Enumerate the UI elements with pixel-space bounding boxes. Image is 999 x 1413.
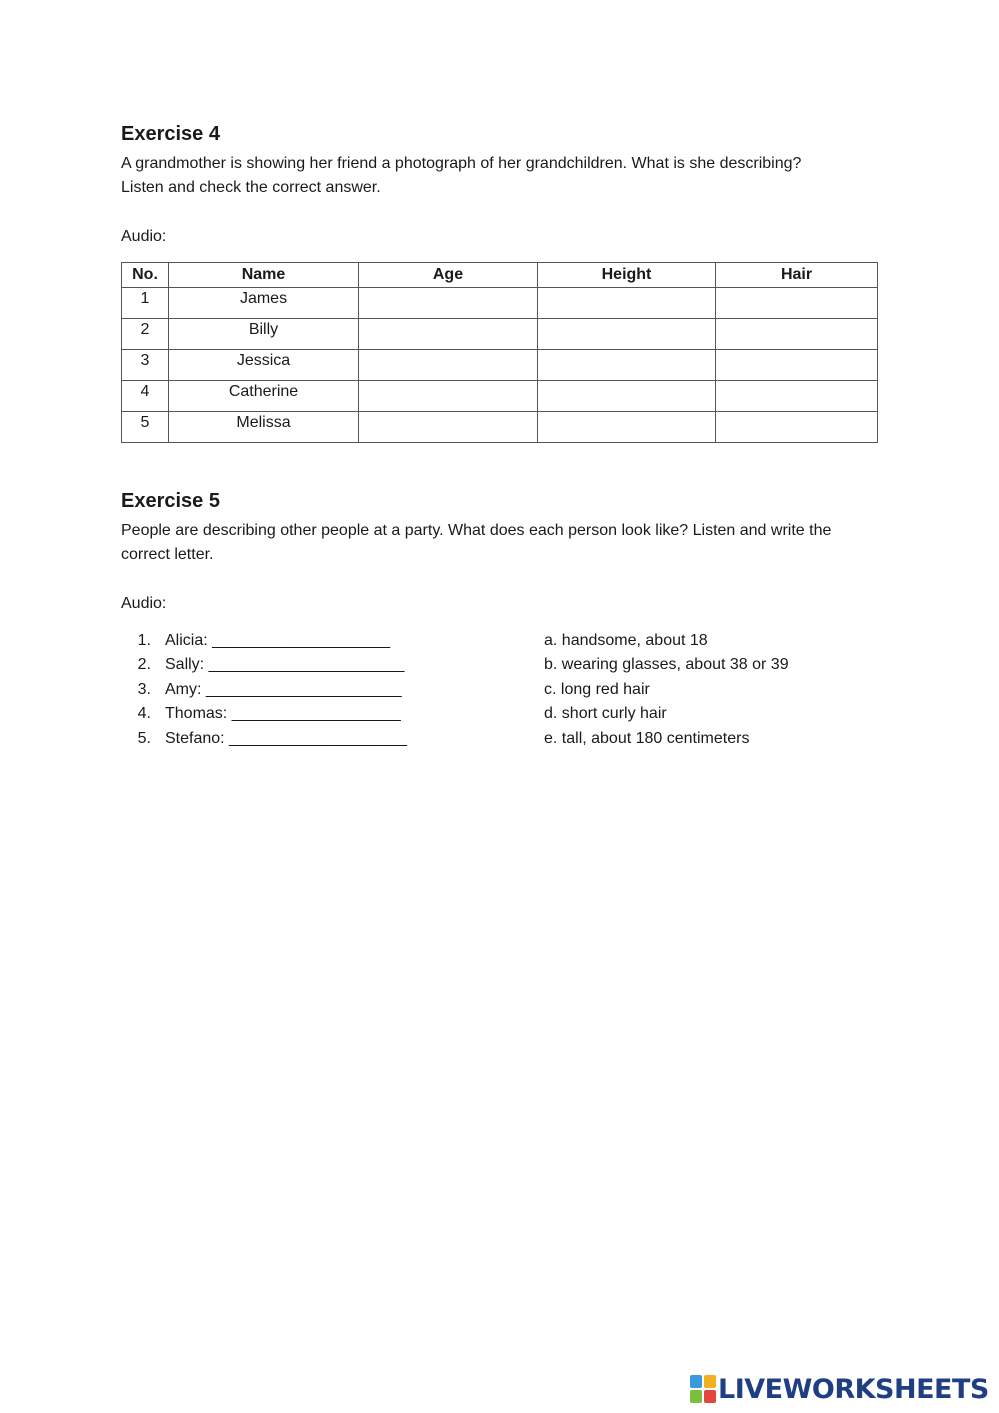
height-answer-cell[interactable] [538,319,716,350]
table-row [122,350,878,381]
height-answer-cell[interactable] [538,288,716,319]
row-number: 5 [122,412,169,443]
hair-answer-cell[interactable] [716,350,878,381]
item-number: 1. [137,632,151,649]
person-answer-blank: Alicia: ____________________ [165,632,391,649]
logo-text: LIVEWORKSHEETS [718,1373,989,1405]
list-item[interactable] [121,727,407,751]
hair-answer-cell[interactable] [716,381,878,412]
person-answer-blank: Sally: ______________________ [165,656,405,674]
list-item[interactable] [121,678,407,702]
age-answer-cell[interactable] [359,288,538,319]
item-number: 3. [137,680,151,698]
row-number: 4 [122,381,169,412]
row-name: Jessica [169,350,359,381]
person-answer-blank: Thomas: ___________________ [165,705,401,723]
age-answer-cell[interactable] [359,412,538,443]
height-answer-cell[interactable] [538,350,716,381]
person-answer-blank: Stefano: ____________________ [165,729,408,747]
option-item: d. short curly hair [544,705,667,723]
options-list [544,629,789,751]
height-answer-cell[interactable] [538,381,716,412]
age-answer-cell[interactable] [359,319,538,350]
hair-answer-cell[interactable] [716,288,878,319]
exercise-5-title: Exercise 5 [121,490,220,512]
list-item[interactable] [121,653,407,677]
row-number: 2 [122,319,169,350]
header-height: Height [538,263,716,288]
row-number: 1 [122,288,169,319]
hair-answer-cell[interactable] [716,319,878,350]
exercise-5-instruction-line2: correct letter. [121,546,214,563]
exercise-4-title: Exercise 4 [121,123,220,145]
option-item: e. tall, about 180 centimeters [544,729,750,747]
row-name: James [169,288,359,319]
table-header-row [122,263,878,288]
row-name: Billy [169,319,359,350]
row-name: Melissa [169,412,359,443]
exercise-4-instruction-line1: A grandmother is showing her friend a photograph of her grandchildren. What is she describing? [121,155,802,172]
row-name: Catherine [169,381,359,412]
item-number: 4. [137,705,151,723]
item-number: 2. [137,656,151,674]
exercise-5-instruction-line1: People are describing other people at a party. What does each person look like? Listen and write the [121,522,832,539]
logo-blocks-icon [690,1375,716,1403]
header-age: Age [359,263,538,288]
age-answer-cell[interactable] [359,350,538,381]
grandchildren-table [121,262,878,443]
table-row [122,412,878,443]
people-list [121,629,407,751]
table-row [122,381,878,412]
header-no: No. [122,263,169,288]
age-answer-cell[interactable] [359,381,538,412]
table-row [122,319,878,350]
table-row [122,288,878,319]
exercise-4-instruction-line2: Listen and check the correct answer. [121,179,381,196]
person-answer-blank: Amy: ______________________ [165,680,402,698]
item-number: 5. [137,729,151,747]
header-name: Name [169,263,359,288]
option-item: c. long red hair [544,680,650,698]
header-hair: Hair [716,263,878,288]
height-answer-cell[interactable] [538,412,716,443]
row-number: 3 [122,350,169,381]
liveworksheets-logo [690,1372,989,1406]
exercise-5-audio-label: Audio: [121,595,167,612]
list-item[interactable] [121,702,407,726]
list-item[interactable] [121,629,407,653]
exercise-4-audio-label: Audio: [121,228,167,245]
option-item: a. handsome, about 18 [544,632,708,649]
hair-answer-cell[interactable] [716,412,878,443]
option-item: b. wearing glasses, about 38 or 39 [544,656,789,674]
